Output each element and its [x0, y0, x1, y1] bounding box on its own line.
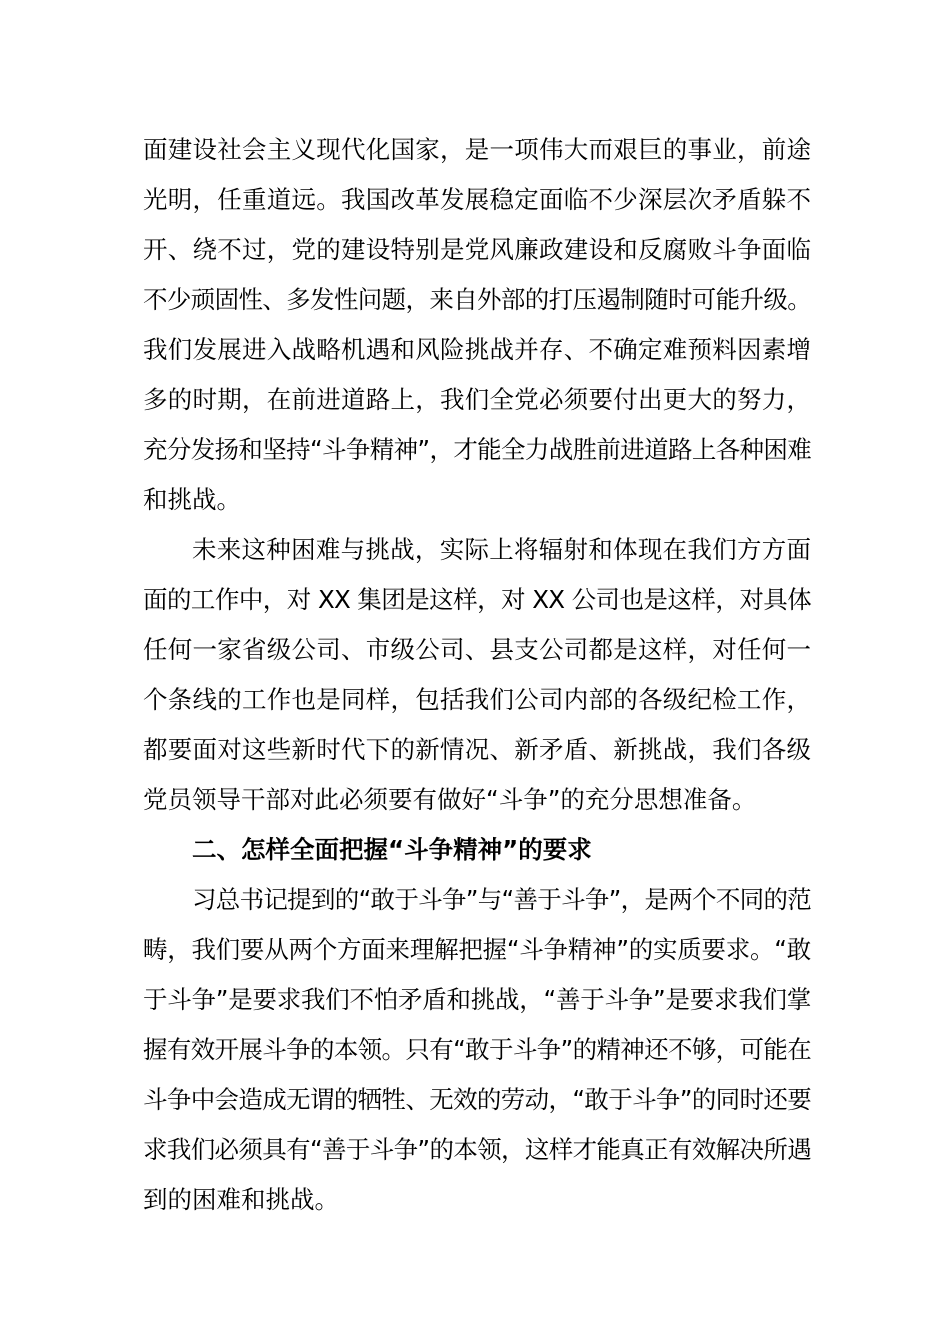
paragraph-line: 任何一家省级公司、市级公司、县支公司都是这样，对任何一 — [143, 635, 811, 664]
paragraph-line: 习总书记提到的“敢于斗争”与“善于斗争”，是两个不同的范 — [192, 885, 811, 914]
paragraph-line: 面的工作中，对 XX 集团是这样，对 XX 公司也是这样，对具体 — [143, 585, 811, 614]
paragraph-line: 未来这种困难与挑战，实际上将辐射和体现在我们方方面 — [192, 535, 811, 564]
paragraph-line: 不少顽固性、多发性问题，来自外部的打压遏制随时可能升级。 — [143, 285, 811, 314]
paragraph-line: 面建设社会主义现代化国家，是一项伟大而艰巨的事业，前途 — [143, 135, 811, 164]
paragraph-line: 畴，我们要从两个方面来理解把握“斗争精神”的实质要求。“敢 — [143, 935, 811, 964]
paragraph-line: 党员领导干部对此必须要有做好“斗争”的充分思想准备。 — [143, 785, 757, 814]
paragraph-line: 开、绕不过，党的建设特别是党风廉政建设和反腐败斗争面临 — [143, 235, 811, 264]
document-body — [143, 125, 811, 1225]
paragraph-line: 斗争中会造成无谓的牺牲、无效的劳动，“敢于斗争”的同时还要 — [143, 1085, 811, 1114]
paragraph-line: 个条线的工作也是同样，包括我们公司内部的各级纪检工作， — [143, 685, 811, 714]
paragraph-line: 和挑战。 — [143, 485, 241, 514]
section-heading: 二、怎样全面把握“斗争精神”的要求 — [192, 835, 592, 864]
paragraph-line: 于斗争”是要求我们不怕矛盾和挑战，“善于斗争”是要求我们掌 — [143, 985, 811, 1014]
paragraph-line: 都要面对这些新时代下的新情况、新矛盾、新挑战，我们各级 — [143, 735, 811, 764]
paragraph-line: 充分发扬和坚持“斗争精神”，才能全力战胜前进道路上各种困难 — [143, 435, 811, 464]
paragraph-line: 光明，任重道远。我国改革发展稳定面临不少深层次矛盾躲不 — [143, 185, 811, 214]
paragraph-line: 握有效开展斗争的本领。只有“敢于斗争”的精神还不够，可能在 — [143, 1035, 811, 1064]
paragraph-line: 求我们必须具有“善于斗争”的本领，这样才能真正有效解决所遇 — [143, 1135, 811, 1164]
paragraph-line: 多的时期，在前进道路上，我们全党必须要付出更大的努力， — [143, 385, 811, 414]
paragraph-line: 我们发展进入战略机遇和风险挑战并存、不确定难预料因素增 — [143, 335, 811, 364]
paragraph-line: 到的困难和挑战。 — [143, 1185, 339, 1214]
